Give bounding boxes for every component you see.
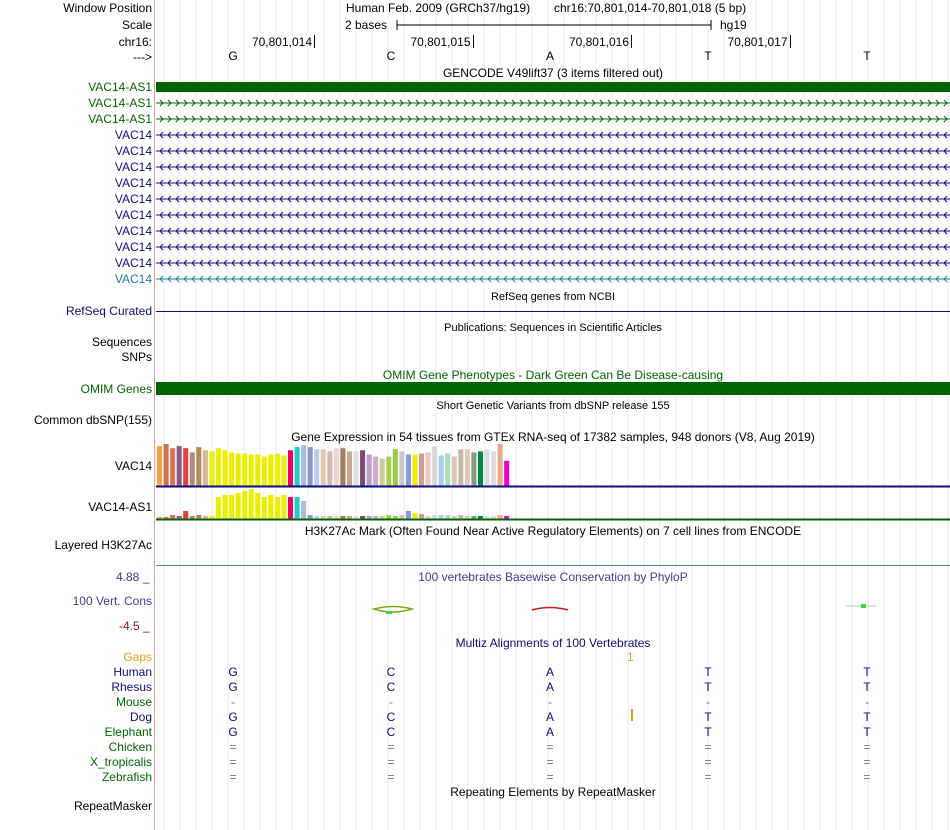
multiz-base: C — [386, 680, 396, 694]
publications-snps-label[interactable]: SNPs — [121, 350, 152, 364]
gtex-bar[interactable] — [445, 515, 450, 519]
gencode-transcript[interactable] — [156, 161, 950, 173]
gtex-bar[interactable] — [190, 452, 195, 486]
multiz-base: C — [386, 665, 396, 679]
gencode-transcript[interactable] — [156, 273, 950, 285]
ruler-coordinate: 70,801,014 — [251, 35, 312, 49]
gencode-track-label[interactable]: VAC14 — [114, 208, 152, 222]
ruler-tick — [314, 35, 315, 48]
gtex-bar[interactable] — [386, 457, 391, 486]
gtex-bar[interactable] — [236, 493, 241, 519]
multiz-species-label[interactable]: Zebrafish — [101, 770, 152, 784]
multiz-species-label[interactable]: Dog — [129, 710, 152, 724]
multiz-title[interactable]: Multiz Alignments of 100 Vertebrates — [455, 636, 651, 650]
gtex-bar[interactable] — [183, 511, 188, 519]
gtex-bar[interactable] — [157, 446, 162, 486]
ruler-base: C — [386, 49, 396, 63]
ruler-tick — [631, 35, 632, 48]
gtex-bar[interactable] — [281, 495, 286, 519]
gtex-bar[interactable] — [354, 451, 359, 486]
phylop-min: -4.5 _ — [119, 619, 150, 633]
multiz-species-label[interactable]: Chicken — [108, 740, 152, 754]
gtex-bar[interactable] — [347, 451, 352, 486]
gtex-bar[interactable] — [262, 457, 267, 486]
gtex-bar[interactable] — [334, 448, 339, 486]
gtex-bar[interactable] — [452, 457, 457, 486]
gtex-bar[interactable] — [386, 515, 391, 519]
gtex-bar[interactable] — [255, 493, 260, 519]
gtex-bar[interactable] — [295, 447, 300, 486]
gtex-bar[interactable] — [491, 451, 496, 486]
h3k27ac-label[interactable]: Layered H3K27Ac — [54, 538, 152, 552]
gtex-bar[interactable] — [327, 451, 332, 486]
multiz-base: C — [386, 710, 396, 724]
gtex-bar[interactable] — [321, 449, 326, 486]
gencode-transcript[interactable] — [156, 145, 950, 157]
gtex-bar[interactable] — [308, 447, 313, 486]
gtex-bar[interactable] — [164, 444, 169, 486]
gtex-bar[interactable] — [216, 448, 221, 486]
dbsnp-title[interactable]: Short Genetic Variants from dbSNP release 155 — [436, 400, 670, 412]
assembly-text: Human Feb. 2009 (GRCh37/hg19) — [346, 1, 531, 15]
gtex-bar[interactable] — [249, 489, 254, 519]
gtex-bar[interactable] — [367, 455, 372, 487]
gtex-bar[interactable] — [170, 448, 175, 486]
gtex-bar[interactable] — [255, 455, 260, 487]
repeatmasker-title[interactable]: Repeating Elements by RepeatMasker — [450, 785, 656, 799]
gtex-bar[interactable] — [196, 447, 201, 486]
gtex-bar[interactable] — [268, 455, 273, 487]
omim-bar[interactable] — [156, 382, 950, 395]
scale-db: hg19 — [720, 18, 747, 32]
multiz-base: T — [863, 680, 871, 694]
gtex-bar[interactable] — [216, 497, 221, 519]
gencode-transcript[interactable] — [156, 129, 950, 141]
gtex-label-vac14[interactable]: VAC14 — [114, 459, 152, 473]
refseq-label[interactable]: RefSeq Curated — [65, 304, 152, 318]
gtex-bar[interactable] — [360, 450, 365, 486]
repeatmasker-label[interactable]: RepeatMasker — [73, 799, 152, 813]
gtex-bar[interactable] — [268, 495, 273, 519]
multiz-base: = — [704, 740, 712, 754]
multiz-base: G — [228, 725, 238, 739]
gtex-bar[interactable] — [406, 511, 411, 519]
gap-marker-dog — [631, 709, 633, 721]
gtex-title[interactable]: Gene Expression in 54 tissues from GTEx RNA-seq of 17382 samples, 948 donors (V8, Aug 2019) — [291, 430, 815, 444]
refseq-title[interactable]: RefSeq genes from NCBI — [490, 291, 616, 303]
gencode-track-label[interactable]: VAC14-AS1 — [88, 96, 152, 110]
gtex-bar[interactable] — [275, 453, 280, 486]
multiz-base: = — [387, 740, 395, 754]
gtex-bar[interactable] — [301, 501, 306, 519]
omim-label[interactable]: OMIM Genes — [80, 382, 152, 396]
label-chrom: chr16: — [118, 35, 152, 49]
gtex-bar[interactable] — [229, 495, 234, 519]
gencode-transcript[interactable] — [156, 97, 950, 109]
gtex-bar[interactable] — [203, 450, 208, 486]
gtex-label-vac14-as1[interactable]: VAC14-AS1 — [88, 500, 152, 514]
multiz-species-label[interactable]: X_tropicalis — [89, 755, 152, 769]
gencode-transcript[interactable] — [156, 209, 950, 221]
publications-sequences-label[interactable]: Sequences — [91, 335, 152, 349]
gencode-transcript[interactable] — [156, 81, 950, 93]
gaps-label[interactable]: Gaps — [123, 650, 152, 664]
multiz-base: = — [863, 755, 871, 769]
gencode-transcript[interactable] — [156, 257, 950, 269]
gtex-bar[interactable] — [406, 455, 411, 487]
gtex-bar[interactable] — [223, 450, 228, 486]
gtex-bar[interactable] — [439, 515, 444, 519]
multiz-base: T — [704, 725, 712, 739]
multiz-base: A — [545, 665, 554, 679]
gtex-bar[interactable] — [301, 445, 306, 486]
gtex-bar[interactable] — [393, 449, 398, 486]
gtex-bar[interactable] — [196, 515, 201, 519]
gencode-track-label[interactable]: VAC14 — [114, 160, 152, 174]
gtex-bar[interactable] — [419, 453, 424, 486]
gtex-bar[interactable] — [412, 455, 417, 487]
gencode-transcript[interactable] — [156, 241, 950, 253]
multiz-base: = — [704, 755, 712, 769]
h3k27ac-baseline — [156, 565, 950, 566]
label-window-position: Window Position — [63, 1, 152, 15]
gtex-bar[interactable] — [177, 446, 182, 486]
multiz-species-label[interactable]: Elephant — [104, 725, 152, 739]
dbsnp-label[interactable]: Common dbSNP(155) — [33, 413, 152, 427]
gencode-transcript[interactable] — [156, 177, 950, 189]
gtex-bar[interactable] — [498, 515, 503, 519]
gtex-bar[interactable] — [504, 461, 509, 486]
label-scale: Scale — [121, 18, 152, 32]
multiz-base: T — [704, 665, 712, 679]
gtex-bar[interactable] — [458, 515, 463, 519]
gtex-bar[interactable] — [262, 497, 267, 519]
gtex-bar[interactable] — [183, 448, 188, 486]
gtex-bar[interactable] — [373, 457, 378, 486]
gencode-transcript[interactable] — [156, 193, 950, 205]
gencode-track-label[interactable]: VAC14 — [114, 272, 152, 286]
gtex-bar[interactable] — [458, 449, 463, 486]
gtex-bar[interactable] — [399, 515, 404, 519]
multiz-base: = — [546, 755, 554, 769]
gtex-chart[interactable] — [156, 440, 950, 522]
multiz-base: - — [231, 695, 235, 709]
gap-count: 1 — [627, 650, 634, 664]
ruler-base: G — [228, 49, 238, 63]
gtex-bar[interactable] — [412, 513, 417, 519]
position-text: chr16:70,801,014-70,801,018 (5 bp) — [554, 1, 747, 15]
multiz-species-label[interactable]: Rhesus — [111, 680, 152, 694]
gtex-bar[interactable] — [478, 451, 483, 486]
gtex-bar[interactable] — [419, 514, 424, 519]
multiz-base: A — [545, 710, 554, 724]
gtex-bar[interactable] — [242, 453, 247, 486]
gtex-bar[interactable] — [314, 449, 319, 486]
multiz-base: = — [863, 740, 871, 754]
multiz-base: = — [546, 770, 554, 784]
ruler-coordinate: 70,801,017 — [727, 35, 788, 49]
ruler-tick — [790, 35, 791, 48]
gtex-bar[interactable] — [288, 497, 293, 519]
gencode-track-label[interactable]: VAC14-AS1 — [88, 112, 152, 126]
gtex-bar[interactable] — [471, 452, 476, 486]
multiz-base: - — [865, 695, 869, 709]
gtex-bar[interactable] — [275, 497, 280, 519]
multiz-base: G — [228, 710, 238, 724]
gtex-bar[interactable] — [249, 455, 254, 487]
gtex-bar[interactable] — [281, 456, 286, 486]
multiz-base: C — [386, 725, 396, 739]
ruler-base: A — [545, 49, 554, 63]
multiz-base: T — [863, 665, 871, 679]
gencode-track-label[interactable]: VAC14 — [114, 256, 152, 270]
multiz-base: A — [545, 680, 554, 694]
scale-text: 2 bases — [345, 18, 388, 32]
multiz-base: = — [387, 755, 395, 769]
track-label-divider — [154, 0, 155, 830]
multiz-base: = — [229, 770, 237, 784]
gtex-bar[interactable] — [485, 449, 490, 486]
scale-bar — [396, 17, 716, 33]
gtex-bar[interactable] — [229, 452, 234, 486]
phylop-title[interactable]: 100 vertebrates Basewise Conservation by PhyloP — [418, 570, 688, 584]
gtex-bar[interactable] — [308, 515, 313, 519]
gencode-track-label[interactable]: VAC14 — [114, 240, 152, 254]
multiz-base: T — [704, 710, 712, 724]
multiz-base: = — [229, 740, 237, 754]
gtex-bar[interactable] — [426, 452, 431, 486]
multiz-base: = — [704, 770, 712, 784]
gtex-bar[interactable] — [170, 515, 175, 519]
multiz-base: = — [387, 770, 395, 784]
gtex-bar[interactable] — [223, 495, 228, 519]
gencode-track-label[interactable]: VAC14 — [114, 144, 152, 158]
omim-title[interactable]: OMIM Gene Phenotypes - Dark Green Can Be Disease-causing — [382, 368, 724, 382]
multiz-species-label[interactable]: Mouse — [115, 695, 152, 709]
gencode-track-label[interactable]: VAC14 — [114, 128, 152, 142]
gencode-transcript[interactable] — [156, 113, 950, 125]
multiz-base: T — [863, 710, 871, 724]
gtex-bar[interactable] — [432, 515, 437, 519]
gencode-title[interactable]: GENCODE V49lift37 (3 items filtered out) — [442, 66, 664, 80]
gtex-bar[interactable] — [439, 456, 444, 486]
ruler-base: T — [863, 49, 871, 63]
gtex-bar[interactable] — [498, 444, 503, 486]
multiz-base: T — [704, 680, 712, 694]
gtex-bar[interactable] — [242, 491, 247, 519]
gencode-track-label[interactable]: VAC14-AS1 — [88, 80, 152, 94]
gtex-bar[interactable] — [432, 446, 437, 486]
refseq-line — [156, 311, 950, 312]
multiz-base: = — [546, 740, 554, 754]
gencode-track-label[interactable]: VAC14 — [114, 192, 152, 206]
multiz-base: - — [706, 695, 710, 709]
gtex-bar[interactable] — [209, 451, 214, 486]
multiz-base: - — [389, 695, 393, 709]
gtex-bar[interactable] — [236, 453, 241, 486]
ruler-tick — [473, 35, 474, 48]
label-strand-arrow: ---> — [133, 50, 152, 64]
gtex-bar[interactable] — [288, 450, 293, 486]
multiz-base: = — [863, 770, 871, 784]
gencode-track-label[interactable]: VAC14 — [114, 176, 152, 190]
phylop-max: 4.88 _ — [116, 570, 150, 584]
gtex-bar[interactable] — [445, 453, 450, 486]
multiz-base: A — [545, 725, 554, 739]
phylop-label[interactable]: 100 Vert. Cons — [72, 594, 152, 608]
multiz-base: G — [228, 665, 238, 679]
gtex-bar[interactable] — [380, 459, 385, 486]
multiz-base: T — [863, 725, 871, 739]
gtex-bar[interactable] — [465, 449, 470, 486]
phylop-graph[interactable] — [156, 600, 950, 620]
multiz-base: - — [548, 695, 552, 709]
multiz-base: G — [228, 680, 238, 694]
ruler-coordinate: 70,801,015 — [410, 35, 471, 49]
ruler-base: T — [704, 49, 712, 63]
multiz-species-label[interactable]: Human — [113, 665, 152, 679]
gtex-bar[interactable] — [295, 497, 300, 519]
h3k27ac-title[interactable]: H3K27Ac Mark (Often Found Near Active Regulatory Elements) on 7 cell lines from ENCODE — [304, 524, 802, 538]
ruler-coordinate: 70,801,016 — [568, 35, 629, 49]
multiz-base: = — [229, 755, 237, 769]
gencode-track-label[interactable]: VAC14 — [114, 224, 152, 238]
gencode-transcript[interactable] — [156, 225, 950, 237]
gtex-bar[interactable] — [340, 448, 345, 486]
gtex-bar[interactable] — [399, 451, 404, 486]
publications-title[interactable]: Publications: Sequences in Scientific Articles — [444, 322, 662, 334]
